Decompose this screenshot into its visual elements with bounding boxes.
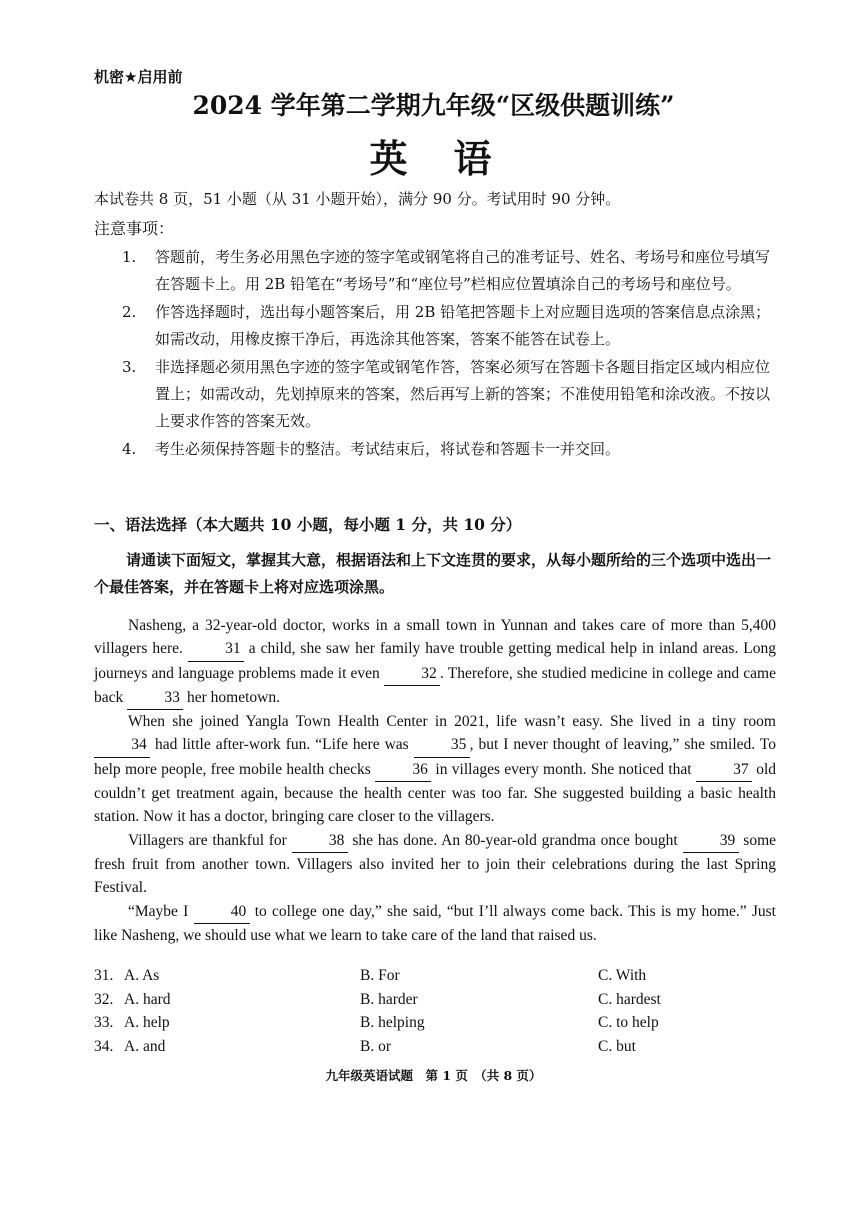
passage-text: to college one day,” she said, “but I’ll always come back. This is my home.” Just like Nasheng, we should use what we learn to take care of the land that raised us. <box>94 902 776 944</box>
blank-34: 34 <box>94 733 150 757</box>
notice-heading: 注意事项： <box>94 219 175 238</box>
question-number: 33. <box>94 1014 114 1031</box>
exam-title: 2024 学年第二学期九年级“区级供题训练” <box>192 91 675 120</box>
section-title: 一、语法选择（本大题共 10 小题，每小题 1 分，共 10 分） <box>94 515 522 534</box>
option-a: A. help <box>124 1014 170 1031</box>
passage-text: When she joined Yangla Town Health Center in 2021, life wasn’t easy. She lived in a tiny room <box>128 713 776 731</box>
question-number: 32. <box>94 990 114 1008</box>
subject-char-1: 英 <box>369 136 414 181</box>
reading-passage <box>94 614 776 947</box>
option-b: B. For <box>360 967 400 984</box>
passage-text: old couldn’t get treatment again, because the health center was too far. She suggested building a basic health station. Now it has a doctor, bringing care closer to the villagers. <box>94 760 777 826</box>
notice-item <box>122 436 777 463</box>
blank-40: 40 <box>194 900 250 924</box>
blank-38: 38 <box>292 829 348 853</box>
option-b: B. harder <box>360 990 418 1008</box>
option-c: C. but <box>598 1037 636 1055</box>
option-row <box>94 988 784 1012</box>
blank-39: 39 <box>683 829 739 853</box>
notice-number: 2. <box>122 303 137 321</box>
option-a: A. As <box>124 967 160 984</box>
passage-paragraph <box>94 829 776 900</box>
notice-number: 1. <box>122 248 137 266</box>
blank-36: 36 <box>375 758 431 782</box>
passage-paragraph <box>94 900 776 948</box>
option-row <box>94 964 784 988</box>
option-c: C. hardest <box>598 990 661 1008</box>
blank-33: 33 <box>127 686 183 710</box>
question-number: 31. <box>94 967 114 984</box>
blank-32: 32 <box>384 662 440 686</box>
passage-text: some fresh fruit from another town. Villagers also invited her to join their celebrations during the last Spring Festival. <box>94 831 777 897</box>
option-c: C. With <box>598 967 647 984</box>
passage-text: Villagers are thankful for <box>128 831 292 849</box>
option-b: B. or <box>360 1037 391 1055</box>
passage-text: a child, she saw her family have trouble getting medical help in inland areas. Long journeys and language problems made it even <box>94 640 777 682</box>
notice-item <box>122 354 777 435</box>
passage-text: . Therefore, she studied medicine in college and came back <box>94 664 776 706</box>
notice-number: 3. <box>122 358 137 376</box>
subject-char-2: 语 <box>453 136 498 181</box>
option-a: A. and <box>124 1037 166 1055</box>
answer-options <box>94 964 784 1058</box>
question-number: 34. <box>94 1037 114 1055</box>
passage-text: she has done. An 80-year-old grandma once bought <box>347 831 683 849</box>
page-footer: 九年级英语试题 第 1 页 （共 8 页） <box>325 1068 542 1083</box>
passage-paragraph <box>94 614 776 710</box>
blank-31: 31 <box>188 637 244 661</box>
option-a: A. hard <box>124 990 171 1008</box>
blank-35: 35 <box>414 733 470 757</box>
notice-text: 考生必须保持答题卡的整洁。考试结束后，将试卷和答题卡一并交回。 <box>155 440 621 458</box>
passage-text: had little after-work fun. “Life here was <box>150 736 414 754</box>
passage-text: “Maybe I <box>128 902 194 920</box>
passage-text: in villages every month. She noticed that <box>431 760 696 778</box>
notice-text: 非选择题必须用黑色字迹的签字笔或钢笔作答，答案必须写在答题卡各题目指定区域内相应位置上；如需改动，先划掉原来的答案，然后再写上新的答案；不准使用铅笔和涂改液。不按以上要求作答的答案无效。 <box>155 358 771 430</box>
notice-list <box>122 244 777 464</box>
subject-title <box>0 128 867 183</box>
passage-paragraph <box>94 710 776 828</box>
section-instruction: 请通读下面短文，掌握其大意，根据语法和上下文连贯的要求，从每小题所给的三个选项中选出一个最佳答案，并在答题卡上将对应选项涂黑。 <box>94 551 772 596</box>
exam-intro: 本试卷共 8 页，51 小题（从 31 小题开始），满分 90 分。考试用时 90 分钟。 <box>94 190 621 208</box>
option-row <box>94 1035 784 1059</box>
option-b: B. helping <box>360 1014 425 1031</box>
notice-item <box>122 244 777 298</box>
notice-text: 答题前，考生务必用黑色字迹的签字笔或钢笔将自己的准考证号、姓名、考场号和座位号填写在答题卡上。用 2B 铅笔在“考场号”和“座位号”栏相应位置填涂自己的考场号和座位号。 <box>155 248 771 293</box>
confidential-label: 机密★启用前 <box>94 68 183 86</box>
notice-text: 作答选择题时，选出每小题答案后，用 2B 铅笔把答题卡上对应题目选项的答案信息点涂黑；如需改动，用橡皮擦干净后，再选涂其他答案，答案不能答在试卷上。 <box>155 303 771 348</box>
passage-text: her hometown. <box>183 688 280 706</box>
passage-text: Nasheng, a 32-year-old doctor, works in a small town in Yunnan and takes care of more than 5,400 villagers here. <box>94 617 776 658</box>
notice-number: 4. <box>122 440 137 458</box>
notice-item <box>122 299 777 353</box>
blank-37: 37 <box>696 758 752 782</box>
option-row <box>94 1011 784 1035</box>
option-c: C. to help <box>598 1014 659 1031</box>
passage-text: , but I never thought of leaving,” she smiled. To help more people, free mobile health checks <box>94 736 776 778</box>
